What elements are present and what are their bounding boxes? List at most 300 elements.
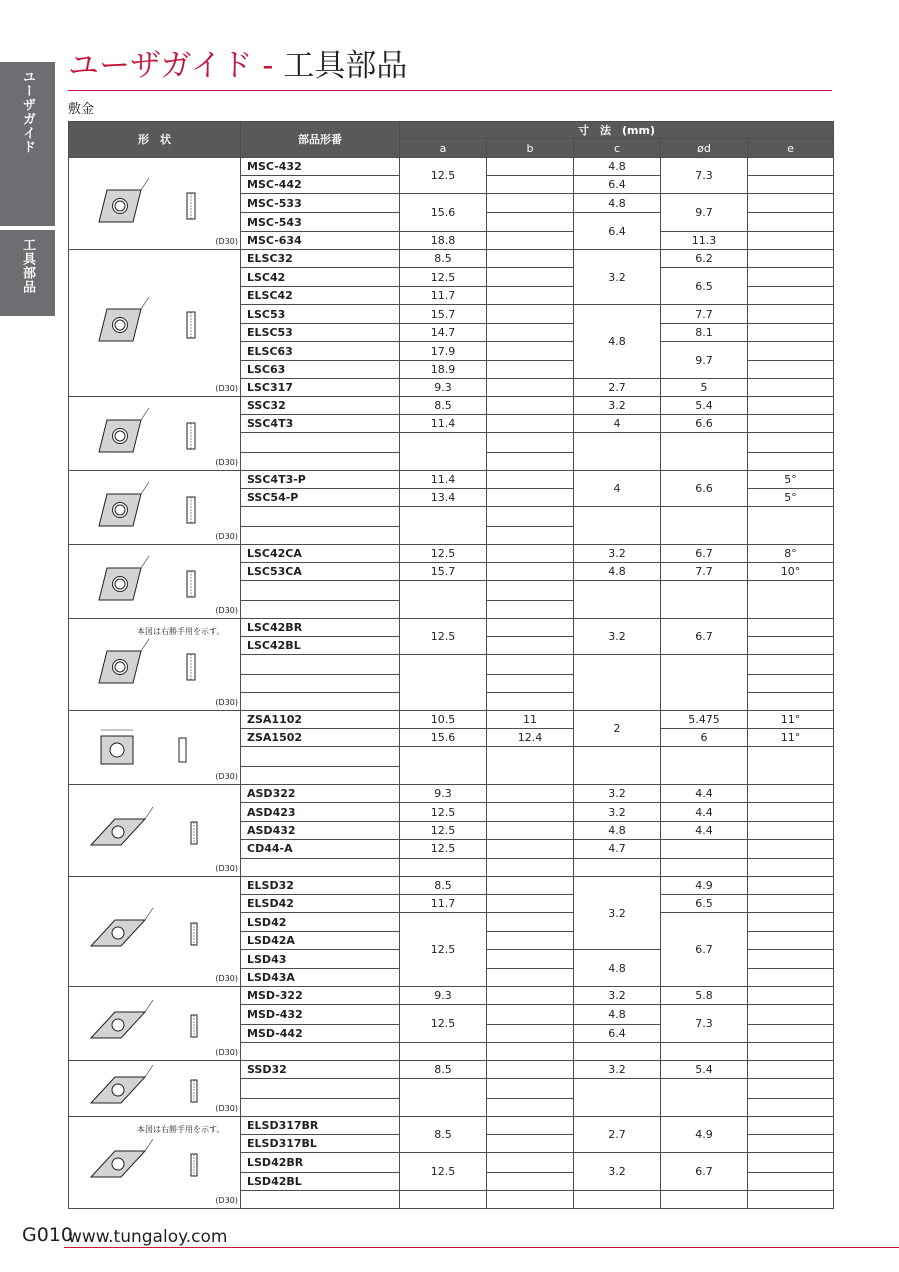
part-number-cell [241,675,400,693]
dim-a-cell: 12.5 [400,268,487,287]
dim-e-cell [748,913,834,932]
dim-e-cell [748,213,834,232]
dim-a-cell: 15.6 [400,729,487,747]
dim-b-cell [487,581,574,601]
dim-e-cell [748,324,834,342]
dim-b-cell: 12.4 [487,729,574,747]
dim-b-cell [487,361,574,379]
side-tab-tool-parts[interactable] [0,230,55,316]
insert-shape-diagram [69,1061,239,1116]
dim-d-cell: 9.7 [661,342,748,379]
table-row [69,250,834,268]
dim-b-cell [487,1117,574,1135]
dim-b-cell [487,1005,574,1025]
dim-e-cell [748,1005,834,1025]
part-number-cell [241,507,400,527]
dim-b-cell [487,342,574,361]
dim-e-cell [748,655,834,675]
dim-a-cell: 8.5 [400,877,487,895]
dim-e-cell [748,950,834,969]
dim-d-cell: 6.6 [661,415,748,433]
dim-e-cell [748,1173,834,1191]
dim-a-cell: 12.5 [400,840,487,858]
part-number-cell: LSC42 [241,268,400,287]
dim-a-cell [400,581,487,619]
dim-c-cell: 2 [574,711,661,747]
footer-rule [64,1247,899,1248]
dim-a-cell [400,1191,487,1209]
dim-a-cell [400,1043,487,1061]
dim-c-cell: 4.8 [574,1005,661,1025]
dim-b-cell [487,545,574,563]
dim-b-cell [487,305,574,324]
dim-b-cell [487,1173,574,1191]
dim-d-cell: 6.5 [661,268,748,305]
dim-c-cell: 4.8 [574,950,661,987]
dim-c-cell: 4.7 [574,840,661,858]
shape-figure [69,987,241,1061]
shape-figure [69,545,241,619]
dim-e-cell [748,619,834,637]
dim-b-cell [487,1099,574,1117]
dim-e-cell [748,840,834,858]
dim-e-cell [748,232,834,250]
part-number-cell: SSC54-P [241,489,400,507]
dim-d-cell: 6 [661,729,748,747]
dim-a-cell: 13.4 [400,489,487,507]
dim-d-cell: 7.3 [661,1005,748,1043]
table-row [69,1117,834,1135]
dim-b-cell [487,1025,574,1043]
title-rule [68,90,832,91]
dim-a-cell: 9.3 [400,785,487,803]
dim-c-cell: 3.2 [574,250,661,305]
dim-c-cell: 4 [574,471,661,507]
dim-c-cell: 4.8 [574,305,661,379]
dim-e-cell [748,693,834,711]
part-number-cell: LSD43 [241,950,400,969]
dim-e-cell [748,379,834,397]
table-row [69,158,834,176]
part-number-cell: ELSC53 [241,324,400,342]
insert-shape-diagram [69,785,239,876]
dim-d-cell: 5.4 [661,1061,748,1079]
side-tab-label: ユーザガイド [20,70,35,154]
dim-b-cell [487,213,574,232]
part-number-cell: LSC42BR [241,619,400,637]
part-number-cell: LSD42A [241,932,400,950]
dim-a-cell [400,747,487,785]
dim-e-cell [748,895,834,913]
dim-d-cell: 7.7 [661,563,748,581]
insert-shape-diagram [69,987,239,1060]
dim-e-cell [748,397,834,415]
table-row [69,619,834,637]
dim-b-cell [487,397,574,415]
part-number-cell: LSD43A [241,969,400,987]
dim-a-cell: 12.5 [400,821,487,839]
part-number-cell [241,1043,400,1061]
dim-e-cell [748,268,834,287]
dim-a-cell: 14.7 [400,324,487,342]
part-number-cell: ELSD32 [241,877,400,895]
scale-label: (D30) [215,974,238,983]
dim-e-cell [748,194,834,213]
dim-d-cell: 7.7 [661,305,748,324]
part-number-cell [241,527,400,545]
dim-e-cell [748,415,834,433]
scale-label: (D30) [215,1196,238,1205]
dim-c-cell: 6.4 [574,1025,661,1043]
dim-a-cell [400,858,487,876]
dim-d-cell: 7.3 [661,158,748,194]
dim-a-cell: 12.5 [400,619,487,655]
dim-e-cell [748,858,834,876]
part-number-cell: LSD42BL [241,1173,400,1191]
dim-c-cell: 6.4 [574,176,661,194]
dim-c-cell: 3.2 [574,785,661,803]
dim-a-cell: 12.5 [400,158,487,194]
dim-d-cell [661,747,748,785]
part-number-cell: MSC-533 [241,194,400,213]
shape-figure [69,711,241,785]
table-row [69,1061,834,1079]
dim-e-cell [748,250,834,268]
dim-a-cell: 15.6 [400,194,487,232]
shape-figure [69,250,241,397]
part-number-cell: MSC-432 [241,158,400,176]
insert-shape-diagram [69,545,239,618]
insert-shape-diagram [69,711,239,784]
dim-b-cell [487,379,574,397]
dim-a-cell: 8.5 [400,397,487,415]
dim-d-cell: 11.3 [661,232,748,250]
shape-figure [69,1061,241,1117]
side-tab-user-guide[interactable] [0,62,55,226]
page-title [68,46,407,86]
scale-label: (D30) [215,1048,238,1057]
dim-d-cell [661,1079,748,1117]
dim-a-cell: 10.5 [400,711,487,729]
table-row [69,545,834,563]
insert-shape-diagram [69,250,239,396]
dim-b-cell [487,1153,574,1173]
dim-c-cell [574,1191,661,1209]
dim-c-cell: 4.8 [574,563,661,581]
dim-a-cell: 12.5 [400,545,487,563]
dim-a-cell: 17.9 [400,342,487,361]
shape-figure [69,619,241,711]
dim-c-cell: 3.2 [574,987,661,1005]
dim-c-cell [574,858,661,876]
section-title: 敷金 [68,102,95,117]
dim-b-cell [487,158,574,176]
dim-e-cell [748,1079,834,1099]
dim-d-cell: 6.5 [661,895,748,913]
dim-e-cell [748,969,834,987]
dim-e-cell [748,361,834,379]
dim-e-cell [748,1061,834,1079]
part-number-cell: LSC63 [241,361,400,379]
table-row [69,397,834,415]
dim-a-cell: 12.5 [400,913,487,987]
dim-c-cell: 2.7 [574,379,661,397]
table-row [69,987,834,1005]
part-number-cell: ELSD317BR [241,1117,400,1135]
dim-e-cell [748,675,834,693]
dim-b-cell [487,693,574,711]
dim-d-cell: 9.7 [661,194,748,232]
dim-d-cell: 6.7 [661,619,748,655]
dim-c-cell [574,433,661,471]
dim-b-cell [487,1061,574,1079]
dim-b-cell [487,858,574,876]
dim-b-cell [487,453,574,471]
header-dimensions: 寸 法 (mm) [400,122,834,139]
part-number-cell [241,1099,400,1117]
dim-e-cell [748,637,834,655]
part-number-cell: ZSA1502 [241,729,400,747]
scale-label: (D30) [215,532,238,541]
part-number-cell: ASD432 [241,821,400,839]
dim-a-cell: 11.4 [400,415,487,433]
dim-d-cell [661,858,748,876]
dim-a-cell [400,1079,487,1117]
dim-b-cell [487,655,574,675]
part-number-cell: ELSD317BL [241,1135,400,1153]
dim-c-cell [574,507,661,545]
dim-b-cell [487,619,574,637]
dim-a-cell [400,433,487,471]
dim-c-cell: 4.8 [574,194,661,213]
dim-e-cell [748,1153,834,1173]
shape-figure [69,397,241,471]
dim-e-cell [748,747,834,785]
header-col-c: c [574,139,661,158]
dim-b-cell [487,563,574,581]
dim-b-cell [487,1043,574,1061]
dim-e-cell [748,453,834,471]
scale-label: (D30) [215,772,238,781]
header-col-d: ød [661,139,748,158]
dim-d-cell [661,655,748,711]
dim-d-cell: 8.1 [661,324,748,342]
part-number-cell: LSC53CA [241,563,400,581]
table-row [69,785,834,803]
dim-a-cell: 11.7 [400,287,487,305]
dim-c-cell: 2.7 [574,1117,661,1153]
part-number-cell: SSC32 [241,397,400,415]
dim-d-cell [661,433,748,471]
dim-c-cell: 3.2 [574,877,661,950]
dim-a-cell: 12.5 [400,1005,487,1043]
dim-d-cell: 5.475 [661,711,748,729]
figure-note: 本図は右勝手用を示す。 [137,627,225,636]
dim-d-cell [661,507,748,545]
dim-e-cell [748,342,834,361]
table-row [69,471,834,489]
part-number-cell [241,767,400,785]
dim-b-cell [487,433,574,453]
dim-b-cell [487,785,574,803]
dim-e-cell [748,1191,834,1209]
header-col-e: e [748,139,834,158]
dim-b-cell: 11 [487,711,574,729]
dim-b-cell [487,1191,574,1209]
dim-c-cell: 3.2 [574,545,661,563]
dim-b-cell [487,250,574,268]
part-number-cell [241,1079,400,1099]
dim-e-cell: 5° [748,471,834,489]
part-number-cell: LSC42CA [241,545,400,563]
dim-d-cell: 4.4 [661,821,748,839]
dim-e-cell [748,305,834,324]
dim-d-cell: 5.8 [661,987,748,1005]
figure-note: 本図は右勝手用を示す。 [137,1125,225,1134]
dim-c-cell [574,747,661,785]
dim-e-cell [748,1117,834,1135]
part-number-cell: SSC4T3-P [241,471,400,489]
dim-c-cell [574,1079,661,1117]
part-number-cell: LSD42 [241,913,400,932]
part-number-cell: ELSD42 [241,895,400,913]
dim-d-cell: 6.2 [661,250,748,268]
dim-e-cell [748,176,834,194]
part-number-cell [241,655,400,675]
dim-a-cell [400,507,487,545]
header-col-a: a [400,139,487,158]
dim-d-cell: 4.9 [661,1117,748,1153]
dim-c-cell [574,1043,661,1061]
part-number-cell [241,747,400,767]
part-number-cell: LSC53 [241,305,400,324]
insert-shape-diagram [69,397,239,470]
dim-e-cell [748,785,834,803]
dim-e-cell: 8° [748,545,834,563]
dim-c-cell: 6.4 [574,213,661,250]
dim-a-cell: 11.7 [400,895,487,913]
part-number-cell [241,858,400,876]
dim-d-cell [661,1043,748,1061]
dim-b-cell [487,637,574,655]
dim-e-cell: 11° [748,711,834,729]
dim-b-cell [487,969,574,987]
shape-figure [69,785,241,877]
part-number-cell [241,581,400,601]
part-number-cell [241,453,400,471]
footer-url[interactable]: www.tungaloy.com [68,1227,228,1247]
dim-b-cell [487,987,574,1005]
dim-c-cell [574,581,661,619]
dim-b-cell [487,268,574,287]
dim-b-cell [487,877,574,895]
header-col-b: b [487,139,574,158]
dim-b-cell [487,507,574,527]
part-number-cell: ELSC63 [241,342,400,361]
dim-b-cell [487,840,574,858]
dim-d-cell: 4.4 [661,785,748,803]
part-number-cell: LSC317 [241,379,400,397]
dim-a-cell: 12.5 [400,1153,487,1191]
part-number-cell: ELSC42 [241,287,400,305]
part-number-cell [241,1191,400,1209]
shape-figure [69,158,241,250]
dim-e-cell [748,1043,834,1061]
part-number-cell: LSC42BL [241,637,400,655]
dim-b-cell [487,950,574,969]
dim-c-cell [574,655,661,711]
title-sub: 工具部品 [283,48,408,84]
dim-d-cell: 5.4 [661,397,748,415]
insert-shape-diagram [69,877,239,986]
dim-b-cell [487,821,574,839]
dim-d-cell: 6.7 [661,1153,748,1191]
dim-b-cell [487,1135,574,1153]
scale-label: (D30) [215,237,238,246]
dim-c-cell: 3.2 [574,1061,661,1079]
dim-b-cell [487,803,574,821]
dim-b-cell [487,176,574,194]
part-number-cell: MSD-432 [241,1005,400,1025]
dim-e-cell: 11° [748,729,834,747]
part-number-cell: ASD423 [241,803,400,821]
part-number-cell: SSD32 [241,1061,400,1079]
dim-e-cell [748,1099,834,1117]
part-number-cell [241,693,400,711]
dim-b-cell [487,747,574,785]
table-row [69,877,834,895]
dim-c-cell: 3.2 [574,1153,661,1191]
dim-d-cell [661,581,748,619]
part-number-cell: ELSC32 [241,250,400,268]
title-main: ユーザガイド - [68,48,284,84]
dim-e-cell [748,581,834,619]
dim-b-cell [487,913,574,932]
dim-b-cell [487,194,574,213]
part-number-cell: LSD42BR [241,1153,400,1173]
dim-d-cell [661,840,748,858]
dim-a-cell: 8.5 [400,1117,487,1153]
dim-b-cell [487,895,574,913]
part-number-cell: ZSA1102 [241,711,400,729]
dim-e-cell [748,803,834,821]
dim-e-cell [748,158,834,176]
dim-a-cell [400,655,487,711]
dim-c-cell: 3.2 [574,619,661,655]
dim-a-cell: 15.7 [400,305,487,324]
dim-e-cell [748,287,834,305]
dim-c-cell: 4 [574,415,661,433]
dim-a-cell: 8.5 [400,250,487,268]
dim-d-cell: 6.7 [661,913,748,987]
dim-a-cell: 9.3 [400,379,487,397]
dim-e-cell: 10° [748,563,834,581]
shape-figure [69,1117,241,1209]
header-part-number: 部品形番 [241,122,400,158]
part-number-cell: MSC-543 [241,213,400,232]
scale-label: (D30) [215,606,238,615]
dim-a-cell: 18.8 [400,232,487,250]
dim-e-cell [748,507,834,545]
spec-table [68,121,834,1209]
side-tab-label: 工具部品 [20,238,35,294]
dim-b-cell [487,932,574,950]
part-number-cell: SSC4T3 [241,415,400,433]
dim-d-cell: 6.7 [661,545,748,563]
dim-b-cell [487,1079,574,1099]
dim-d-cell: 4.9 [661,877,748,895]
dim-e-cell [748,1025,834,1043]
